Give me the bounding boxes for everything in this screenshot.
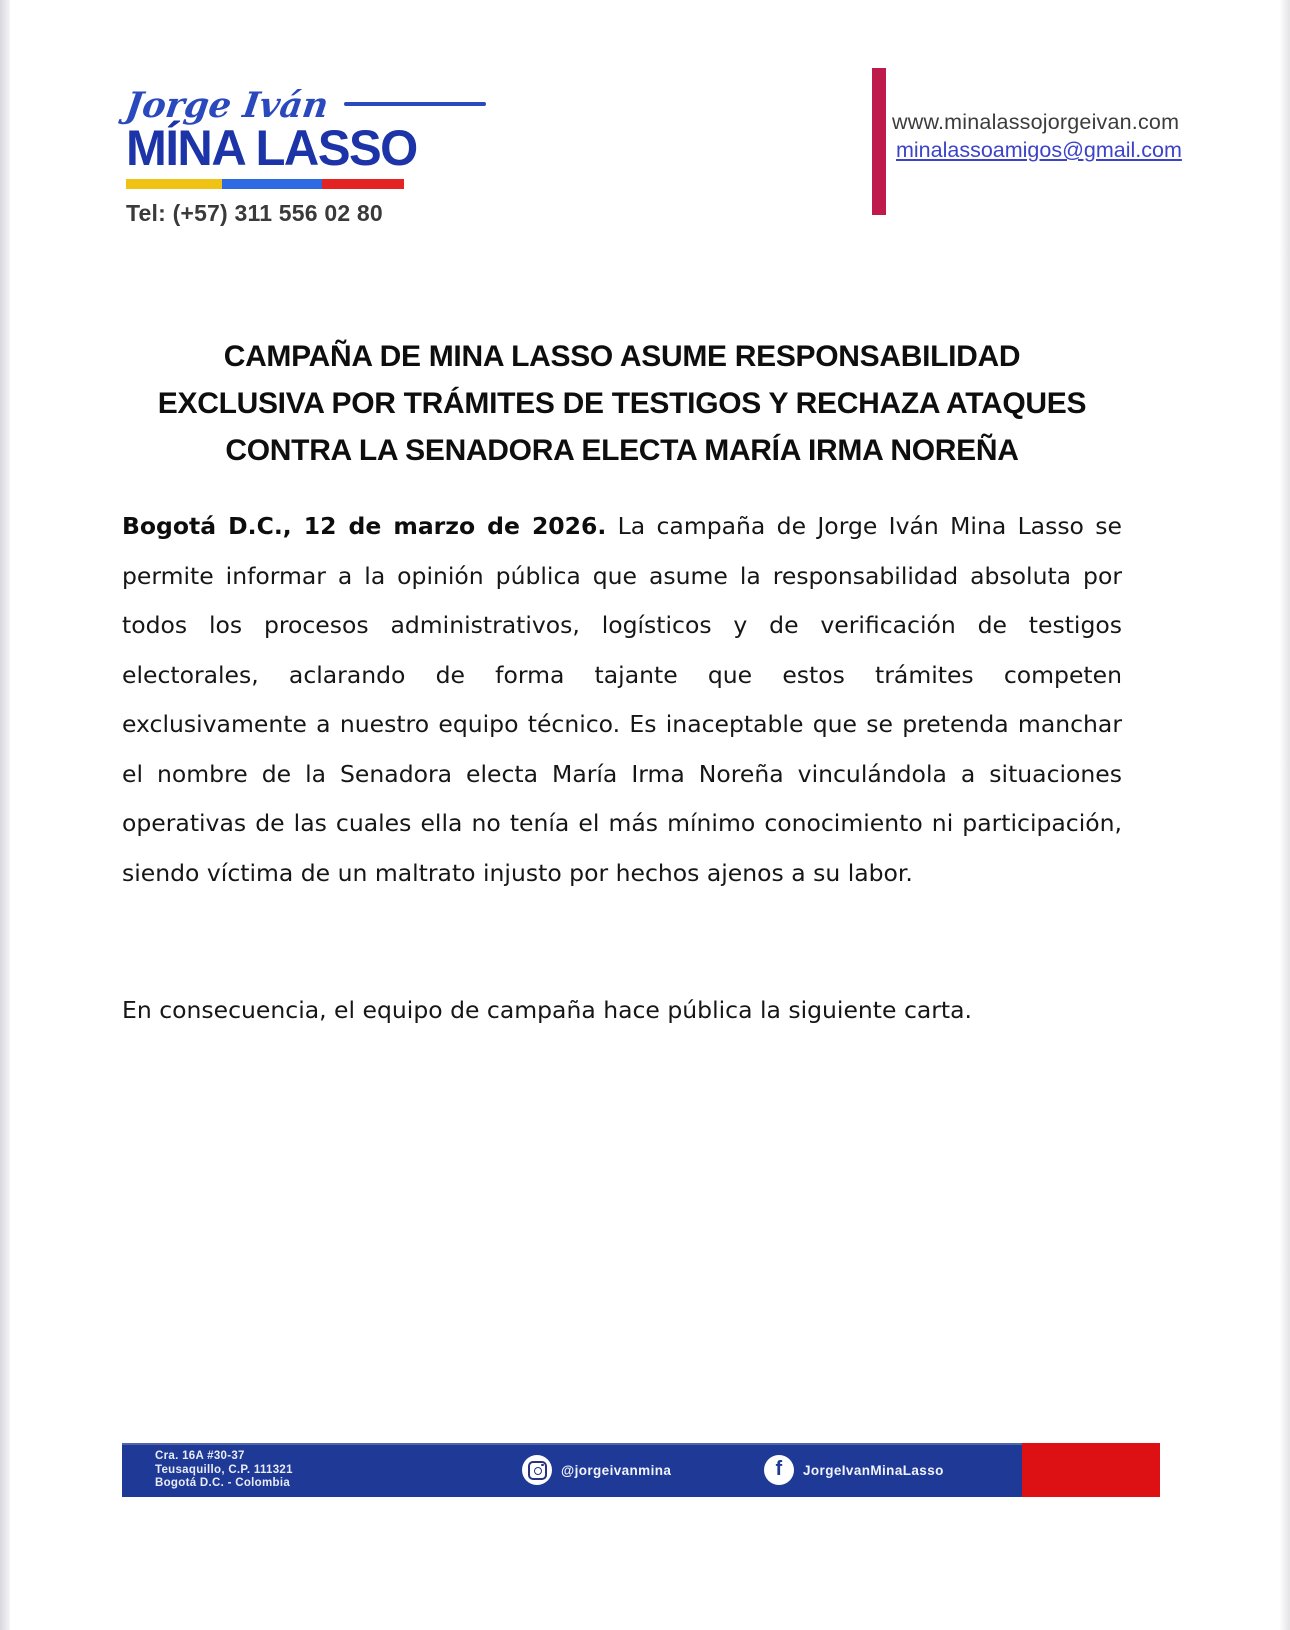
instagram-flash-dot [541, 1464, 544, 1467]
instagram-lens-dot [534, 1467, 542, 1475]
website-url[interactable]: www.minalassojorgeivan.com [892, 110, 1180, 134]
body-paragraph-2: En consecuencia, el equipo de campaña hace pública la siguiente carta. [122, 996, 973, 1024]
contact-block [872, 68, 1182, 215]
tricolor-yellow-segment [126, 179, 222, 189]
instagram-camera-outline [528, 1461, 547, 1480]
crimson-accent-bar [872, 68, 886, 215]
dateline: Bogotá D.C., 12 de marzo de 2026. [122, 512, 607, 540]
address-line-1: Cra. 16A #30-37 [155, 1450, 245, 1462]
address-line-2: Teusaquillo, C.P. 111321 [155, 1463, 293, 1476]
title-line-2: EXCLUSIVA POR TRÁMITES DE TESTIGOS Y RECHAZA ATAQUES [157, 387, 1087, 420]
title-line-3: CONTRA LA SENADORA ELECTA MARÍA IRMA NOREÑA [225, 434, 1019, 467]
tricolor-blue-segment [222, 179, 322, 189]
facebook-icon [764, 1455, 794, 1485]
instagram-icon [522, 1455, 552, 1485]
colombia-tricolor-bar [126, 179, 404, 189]
press-release-title [122, 333, 1122, 474]
facebook-f-glyph: f [775, 1458, 783, 1480]
address-line-3: Bogotá D.C. - Colombia [155, 1477, 291, 1489]
title-line-1: CAMPAÑA DE MINA LASSO ASUME RESPONSABILIDAD [223, 340, 1021, 373]
page-right-edge [1280, 0, 1290, 1630]
address-block [155, 1450, 293, 1491]
body-paragraph-1 [122, 502, 1122, 898]
contact-lines [892, 68, 1182, 215]
logo-rule [344, 102, 486, 106]
email-link[interactable]: minalassoamigos@gmail.com [896, 138, 1182, 162]
instagram-link[interactable] [522, 1455, 671, 1485]
campaign-logo [123, 85, 486, 227]
footer-bar [122, 1443, 1160, 1497]
logo-script-row [123, 85, 486, 126]
facebook-link[interactable] [764, 1455, 944, 1485]
logo-brand-name: MÍNA LASSO [126, 120, 417, 177]
phone-number: Tel: (+57) 311 556 02 80 [126, 200, 383, 226]
page-left-edge [0, 0, 10, 1630]
tricolor-red-segment [322, 179, 404, 189]
logo-first-name: Jorge Iván [123, 85, 331, 126]
footer-accent-block [1022, 1443, 1160, 1497]
footer-blue-band [122, 1443, 1022, 1497]
facebook-handle-label: JorgeIvanMinaLasso [803, 1462, 944, 1478]
paragraph-1-text: La campaña de Jorge Iván Mina Lasso se permite informar a la opinión pública que asume la responsabilidad absoluta por todos los procesos administrativos, logísticos y de verificación de testigos electorales, aclarando de forma tajante que estos trámites competen exclusivamente a nuestro equipo técnico. Es inaceptable que se pretenda manchar el nombre de la Senadora electa María Irma Noreña vinculándola a situaciones operativas de las cuales ella no tenía el más mínimo conocimiento ni participación, siendo víctima de un maltrato injusto por hechos ajenos a su labor. [122, 512, 1122, 887]
instagram-handle-label: @jorgeivanmina [561, 1462, 672, 1478]
